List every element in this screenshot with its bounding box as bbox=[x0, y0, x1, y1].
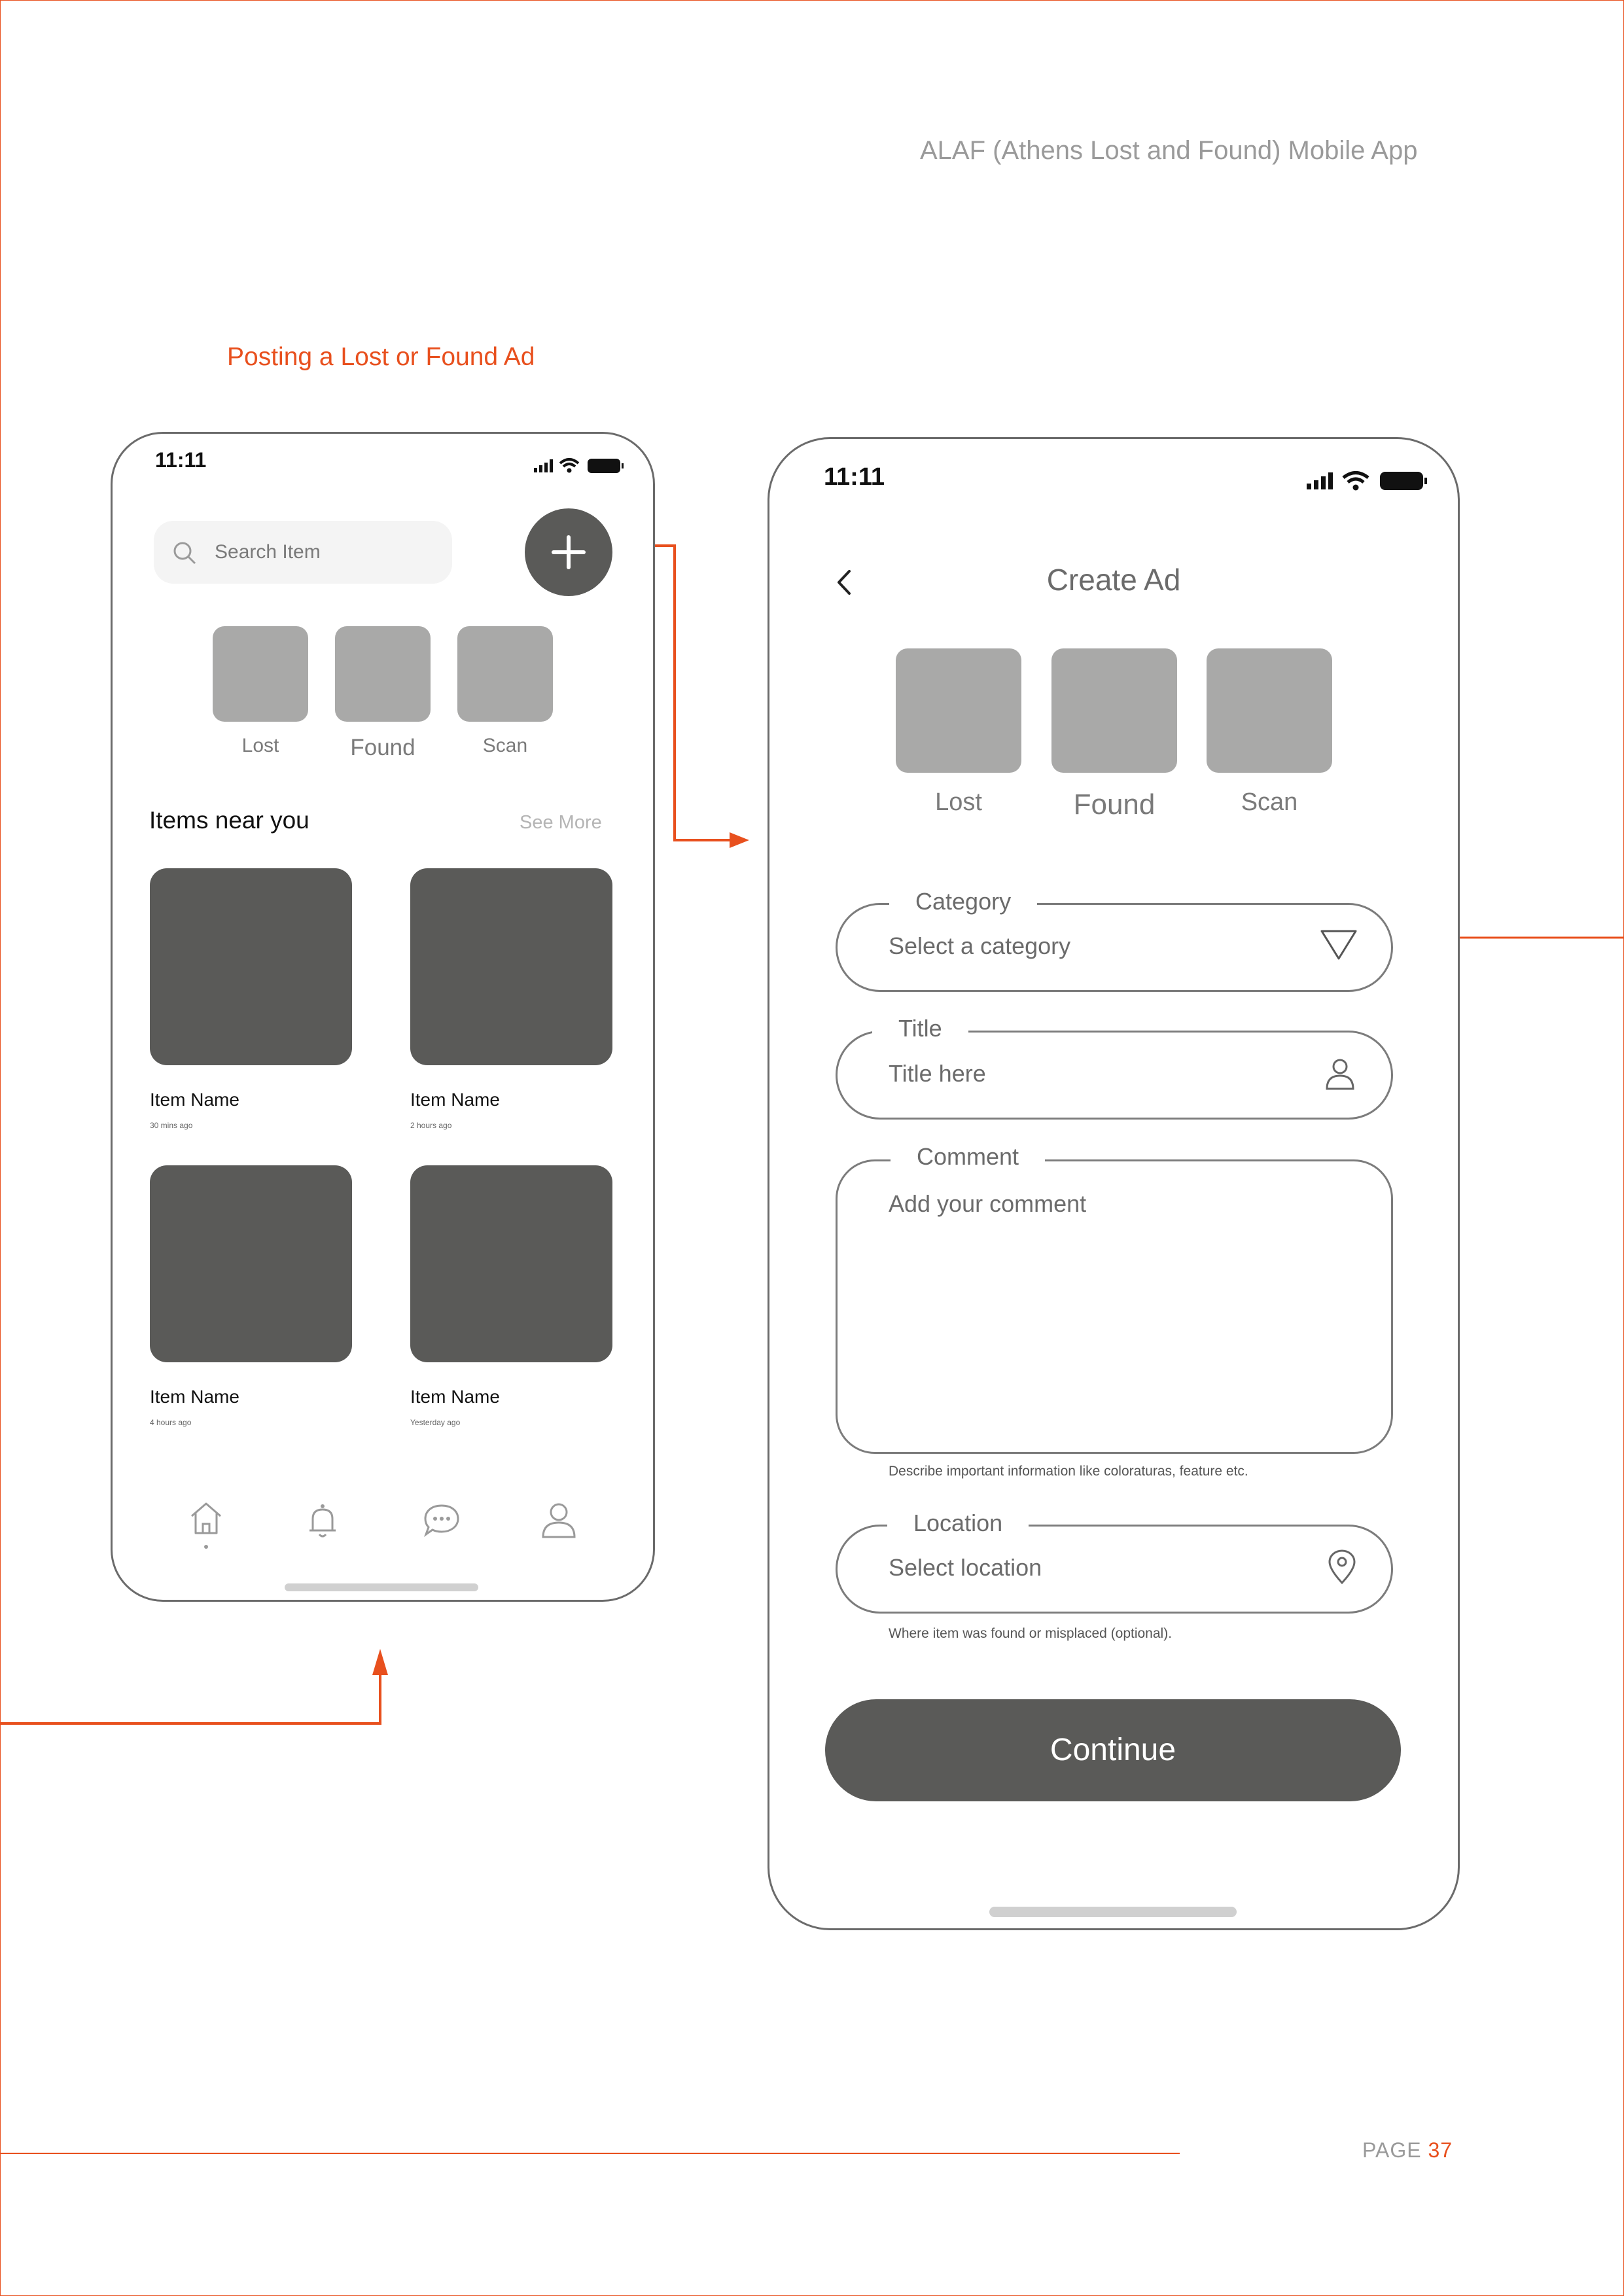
bell-icon[interactable] bbox=[306, 1502, 339, 1540]
section-title: Posting a Lost or Found Ad bbox=[227, 343, 535, 371]
category-label-scan: Scan bbox=[482, 735, 528, 756]
status-time: 11:11 bbox=[155, 448, 207, 472]
category-label-lost: Lost bbox=[935, 788, 982, 816]
document-header-title: ALAF (Athens Lost and Found) Mobile App bbox=[920, 136, 1418, 165]
screen-title: Create Ad bbox=[1046, 563, 1181, 597]
category-tile-found[interactable] bbox=[1051, 648, 1177, 773]
title-input[interactable]: Title here bbox=[889, 1060, 986, 1087]
comment-textarea[interactable] bbox=[836, 1159, 1393, 1454]
status-icons bbox=[1307, 469, 1438, 493]
category-tile-scan[interactable] bbox=[457, 626, 553, 722]
signal-icon bbox=[1307, 472, 1333, 489]
battery-icon bbox=[588, 459, 624, 473]
location-input[interactable]: Select location bbox=[889, 1554, 1042, 1581]
page-label: PAGE bbox=[1362, 2138, 1422, 2162]
item-time: 2 hours ago bbox=[410, 1121, 452, 1130]
search-icon bbox=[172, 540, 198, 567]
flow-arrow-to-home bbox=[0, 1667, 380, 1723]
category-tile-scan[interactable] bbox=[1207, 648, 1332, 773]
status-time: 11:11 bbox=[824, 463, 885, 491]
item-image[interactable] bbox=[150, 868, 352, 1065]
see-more-link[interactable]: See More bbox=[520, 812, 602, 833]
comment-label: Comment bbox=[891, 1143, 1045, 1171]
item-time: Yesterday ago bbox=[410, 1418, 461, 1427]
wifi-icon bbox=[560, 459, 578, 473]
dropdown-triangle-icon[interactable] bbox=[1319, 927, 1358, 963]
item-image[interactable] bbox=[410, 868, 612, 1065]
search-input[interactable]: Search Item bbox=[215, 541, 321, 563]
active-nav-indicator bbox=[204, 1545, 208, 1549]
location-pin-icon[interactable] bbox=[1327, 1549, 1357, 1587]
battery-icon bbox=[1380, 472, 1427, 490]
category-label-lost: Lost bbox=[241, 735, 279, 756]
item-image[interactable] bbox=[410, 1165, 612, 1362]
title-field[interactable] bbox=[836, 1031, 1393, 1120]
item-time: 30 mins ago bbox=[150, 1121, 193, 1130]
title-label: Title bbox=[872, 1015, 968, 1042]
location-label: Location bbox=[887, 1510, 1029, 1537]
wifi-icon bbox=[1343, 473, 1368, 491]
category-tile-found[interactable] bbox=[335, 626, 431, 722]
comment-helper-text: Describe important information like coloraturas, feature etc. bbox=[889, 1464, 1248, 1479]
person-icon bbox=[1324, 1057, 1356, 1091]
category-label-scan: Scan bbox=[1241, 788, 1298, 816]
home-indicator bbox=[285, 1583, 478, 1591]
arrowhead-up bbox=[372, 1649, 388, 1675]
category-label: Category bbox=[889, 888, 1037, 915]
page-number bbox=[1362, 2138, 1453, 2163]
item-image[interactable] bbox=[150, 1165, 352, 1362]
category-label-found: Found bbox=[350, 735, 415, 760]
add-ad-button[interactable] bbox=[525, 508, 612, 596]
item-name[interactable]: Item Name bbox=[150, 1089, 239, 1110]
search-bar[interactable] bbox=[154, 521, 452, 584]
category-select[interactable] bbox=[836, 903, 1393, 992]
item-name[interactable]: Item Name bbox=[410, 1386, 500, 1407]
home-screen-phone bbox=[111, 432, 655, 1602]
home-indicator bbox=[989, 1907, 1237, 1917]
category-tile-lost[interactable] bbox=[213, 626, 308, 722]
create-ad-phone bbox=[768, 437, 1460, 1930]
profile-icon[interactable] bbox=[540, 1502, 577, 1540]
comment-placeholder: Add your comment bbox=[889, 1190, 1087, 1217]
page-number-value: 37 bbox=[1428, 2138, 1453, 2162]
plus-icon bbox=[525, 508, 612, 596]
status-icons bbox=[534, 456, 632, 476]
home-icon[interactable] bbox=[188, 1500, 224, 1540]
location-helper-text: Where item was found or misplaced (optional). bbox=[889, 1626, 1173, 1641]
category-tile-lost[interactable] bbox=[896, 648, 1021, 773]
category-select-value: Select a category bbox=[889, 932, 1071, 959]
chat-icon[interactable] bbox=[423, 1503, 461, 1538]
items-section-title: Items near you bbox=[149, 807, 309, 834]
signal-icon bbox=[534, 459, 553, 472]
arrowhead-right bbox=[730, 832, 749, 848]
item-time: 4 hours ago bbox=[150, 1418, 192, 1427]
continue-button[interactable]: Continue bbox=[825, 1699, 1401, 1801]
item-name[interactable]: Item Name bbox=[410, 1089, 500, 1110]
category-label-found: Found bbox=[1073, 788, 1156, 821]
location-field[interactable] bbox=[836, 1525, 1393, 1614]
item-name[interactable]: Item Name bbox=[150, 1386, 239, 1407]
